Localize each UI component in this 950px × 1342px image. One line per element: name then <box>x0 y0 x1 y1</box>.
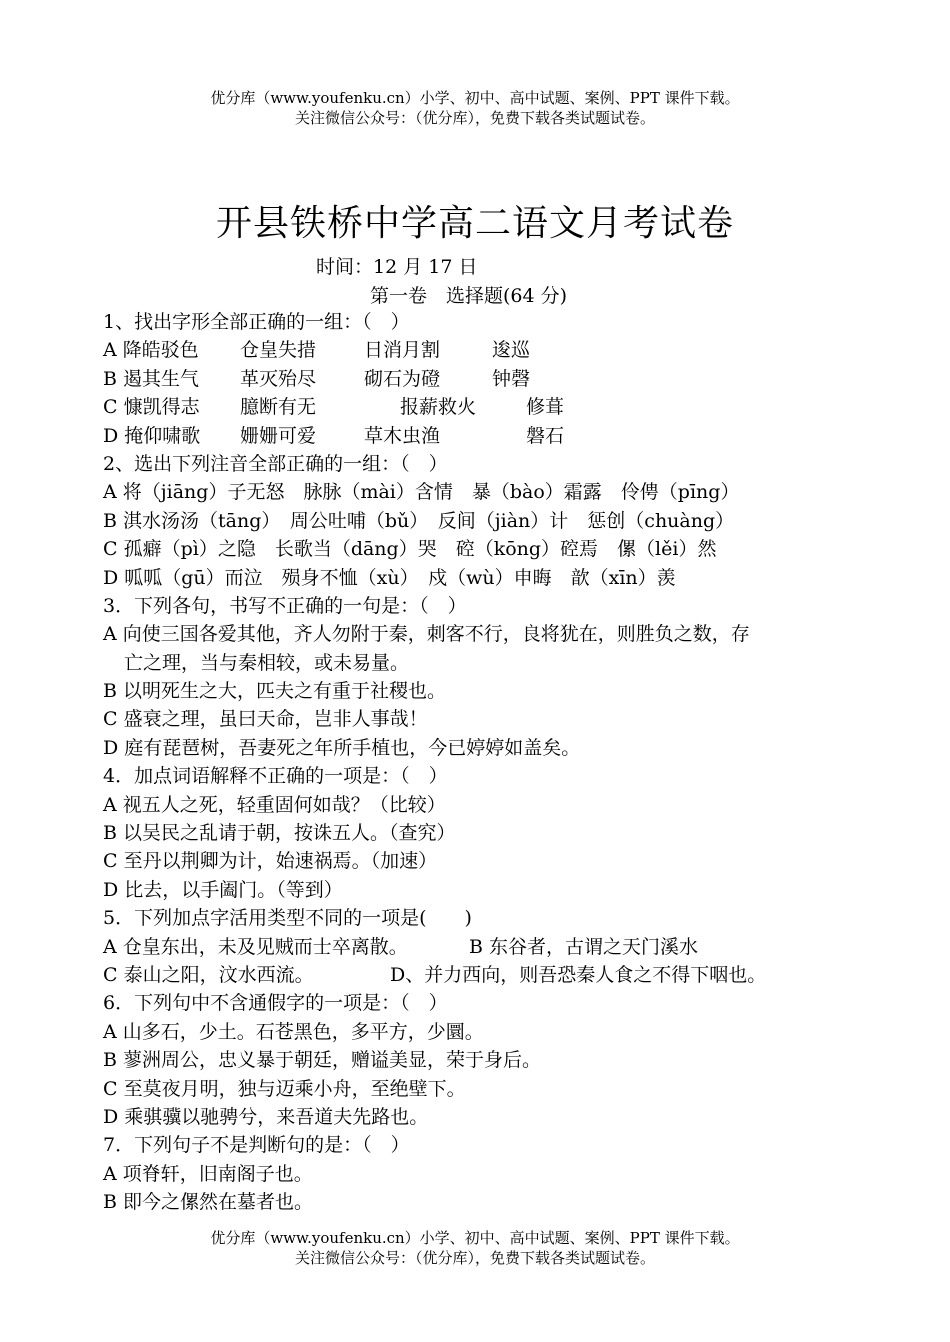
option-cell: D 掩仰啸歌 <box>103 424 201 447</box>
question-4-option-c: C 至丹以荆卿为计，始速祸焉。（加速） <box>103 850 438 873</box>
question-4-option-a: A 视五人之死，轻重固何如哉？（比较） <box>103 793 446 816</box>
question-2-option-b: B 淇水汤汤（tāng） 周公吐哺（bǔ） 反间（jiàn）计 惩创（chuàng） <box>103 509 735 532</box>
option-cell: 磐石 <box>526 424 565 447</box>
question-3-option-a-continued: 亡之理，当与秦相较，或未易量。 <box>124 651 410 674</box>
option-cell: 修葺 <box>526 396 565 419</box>
option-cell: A 降皓驳色 <box>103 339 199 362</box>
question-7-option-b: B 即今之傫然在墓者也。 <box>103 1191 314 1214</box>
option-cell: 日消月割 <box>364 339 441 362</box>
question-2-stem: 2、选出下列注音全部正确的一组：（ ） <box>103 452 448 475</box>
option-cell: 草木虫渔 <box>364 424 441 447</box>
question-4-option-d: D 比去，以手阖门。（等到） <box>103 878 343 901</box>
question-1-option-a <box>103 336 863 364</box>
question-7-stem: 7．下列句子不是判断句的是：（ ） <box>103 1134 410 1157</box>
banner-line-2: 关注微信公众号：（优分库），免费下载各类试题试卷。 <box>294 109 655 127</box>
question-6-option-b: B 蓼洲周公，忠义暴于朝廷，赠谥美显，荣于身后。 <box>103 1049 542 1072</box>
question-7-option-a: A 项脊轩，旧南阁子也。 <box>103 1162 313 1185</box>
option-c: C 泰山之阳，汶水西流。 <box>103 963 314 986</box>
option-cell: 逡巡 <box>492 339 531 362</box>
question-6-option-a: A 山多石，少土。石苍黑色，多平方，少圜。 <box>103 1020 484 1043</box>
option-d: D、并力西向，则吾恐秦人食之不得下咽也。 <box>390 963 767 986</box>
question-5-options-ab <box>103 933 863 961</box>
question-1-option-d <box>103 422 863 450</box>
question-5-options-cd <box>103 961 863 989</box>
question-3-option-a: A 向使三国各爱其他，齐人勿附于秦，刺客不行，良将犹在，则胜负之数，存 <box>103 623 750 646</box>
question-3-option-d: D 庭有琵琶树，吾妻死之年所手植也，今已婷婷如盖矣。 <box>103 736 581 759</box>
bottom-banner <box>0 1228 950 1268</box>
banner-line-1: 优分库（www.youfenku.cn）小学、初中、高中试题、案例、PPT 课件下载。 <box>210 1229 740 1247</box>
question-1-option-b <box>103 365 863 393</box>
section-heading: 第一卷 选择题(64 分) <box>370 285 568 307</box>
question-2-option-c: C 孤癖（pì）之隐 长歌当（dāng）哭 硿（kōng）硿焉 傫（lěi）然 <box>103 538 717 561</box>
question-6-stem: 6．下列句中不含通假字的一项是：（ ） <box>103 992 448 1015</box>
question-2-option-d: D 呱呱（gū）而泣 殒身不恤（xù） 戍（wù）申晦 歆（xīn）羡 <box>103 566 676 589</box>
question-3-option-b: B 以明死生之大，匹夫之有重于社稷也。 <box>103 680 447 703</box>
option-cell: C 慷凯得志 <box>103 396 200 419</box>
option-cell: 姗姗可爱 <box>240 424 317 447</box>
option-b: B 东谷者，古谓之天门溪水 <box>469 935 699 958</box>
option-cell: 报薪救火 <box>400 396 477 419</box>
question-3-option-c: C 盛衰之理，虽曰天命，岂非人事哉！ <box>103 708 428 731</box>
option-cell: 砌石为磴 <box>364 367 441 390</box>
question-1-option-c <box>103 393 863 421</box>
question-2-option-a: A 将（jiāng）子无怒 脉脉（mài）含情 暴（bào）霜露 伶俜（pīng） <box>103 481 740 504</box>
question-6-option-d: D 乘骐骥以驰骋兮，来吾道夫先路也。 <box>103 1105 429 1128</box>
question-4-stem: 4．加点词语解释不正确的一项是：（ ） <box>103 765 448 788</box>
option-cell: 臆断有无 <box>240 396 317 419</box>
option-cell: 钟磬 <box>492 367 531 390</box>
exam-body <box>103 308 863 1217</box>
option-a: A 仓皇东出，未及见贼而士卒离散。 <box>103 935 408 958</box>
question-4-option-b: B 以吴民之乱请于朝，按诛五人。（查究） <box>103 822 456 845</box>
question-1-stem: 1、找出字形全部正确的一组：（ ） <box>103 311 410 333</box>
option-cell: 仓皇失措 <box>240 339 317 362</box>
page-title: 开县铁桥中学高二语文月考试卷 <box>215 203 734 244</box>
top-banner <box>0 88 950 128</box>
option-cell: B 遏其生气 <box>103 367 200 390</box>
option-cell: 革灭殆尽 <box>240 367 317 390</box>
banner-line-1: 优分库（www.youfenku.cn）小学、初中、高中试题、案例、PPT 课件下载。 <box>210 89 740 107</box>
question-6-option-c: C 至莫夜月明，独与迈乘小舟，至绝壁下。 <box>103 1077 466 1100</box>
question-5-stem: 5．下列加点字活用类型不同的一项是( ) <box>103 907 472 930</box>
banner-line-2: 关注微信公众号：（优分库），免费下载各类试题试卷。 <box>294 1249 655 1267</box>
exam-date: 时间：12 月 17 日 <box>316 256 478 278</box>
question-3-stem: 3．下列各句，书写不正确的一句是：（ ） <box>103 594 467 617</box>
